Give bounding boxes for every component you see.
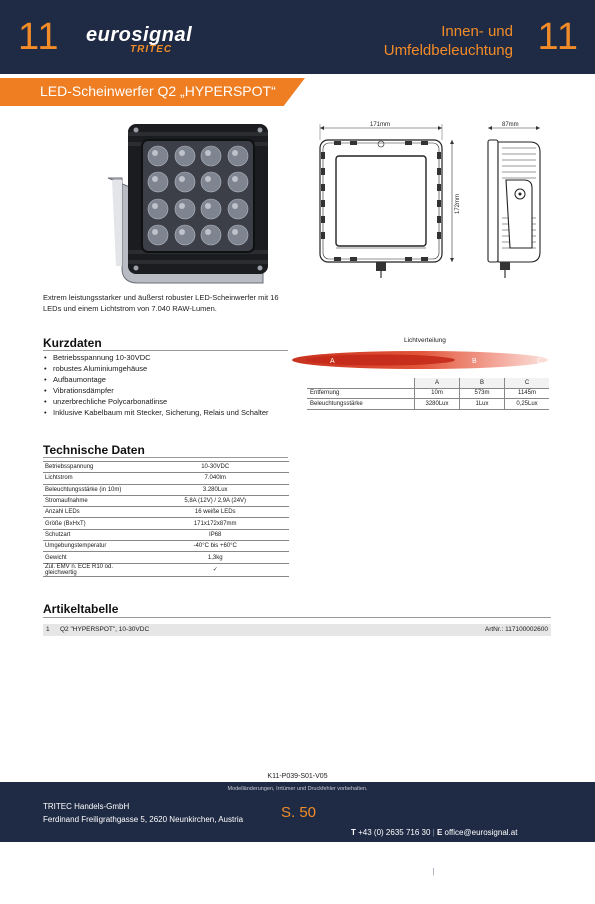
spec-value: 7.040lm [141, 473, 289, 484]
spec-value: IP68 [141, 529, 289, 540]
light-beam-diagram [290, 346, 552, 374]
table-row [43, 484, 289, 495]
product-description: Extrem leistungsstarker und äußerst robuster LED-Scheinwerfer mit 16 LEDs und einem Lichtstrom von 7.040 RAW-Lumen. [43, 293, 279, 313]
company-address [43, 800, 243, 826]
spec-label: Gewicht [43, 552, 141, 563]
spec-label: Zul. EMV n. ECE R10 od. gleichwertig [43, 563, 141, 576]
table-cell: 0,25Lux [505, 399, 550, 410]
side-view-drawing [480, 118, 555, 283]
spec-label: Umgebungstemperatur [43, 541, 141, 552]
table-row [307, 399, 549, 410]
contact-block: T +43 (0) 2635 716 30 | E office@eurosignal.at F +43 (0) 2635 716 31 | W www.eurosignal.at [351, 828, 518, 876]
artikeltabelle-heading: Artikeltabelle [43, 602, 119, 616]
kurzdaten-divider [43, 350, 288, 351]
table-header-cell [307, 378, 415, 388]
spec-value: 10-30VDC [141, 462, 289, 473]
page-number: S. 50 [281, 804, 317, 821]
technische-daten-table [43, 461, 289, 577]
table-cell: Entfernung [307, 388, 415, 399]
table-header-cell: C [505, 378, 550, 388]
technische-daten-heading: Technische Daten [43, 443, 145, 457]
table-cell: 3280Lux [415, 399, 460, 410]
spec-label: Beleuchtungsstärke (in 10m) [43, 484, 141, 495]
spec-label: Stromaufnahme [43, 495, 141, 506]
lichtverteilung-table [307, 378, 549, 410]
list-item: • unzerbrechliche Polycarbonatlinse [43, 396, 291, 407]
chapter-category [384, 22, 513, 60]
table-row [43, 541, 289, 552]
disclaimer: Modelländerungen, Irrtümer und Druckfehler vorbehalten. [227, 786, 368, 792]
tel-number[interactable]: +43 (0) 2635 716 30 [358, 828, 431, 837]
product-title: LED-Scheinwerfer Q2 „HYPERSPOT“ [40, 83, 276, 99]
table-header-cell: B [460, 378, 505, 388]
email-label: E [436, 828, 443, 837]
spec-value: 5,8A (12V) / 2,9A (24V) [141, 495, 289, 506]
tel-label: T [351, 828, 356, 837]
list-item: • robustes Aluminiumgehäuse [43, 363, 291, 374]
table-header-cell: A [415, 378, 460, 388]
fax-number: +43 (0) 2635 716 31 [358, 867, 431, 876]
spec-label: Lichtstrom [43, 473, 141, 484]
table-cell: 1145m [505, 388, 550, 399]
chapter-category-line1: Innen- und [441, 23, 513, 40]
table-cell: Beleuchtungsstärke [307, 399, 415, 410]
lichtverteilung-title: Lichtverteilung [404, 337, 446, 344]
table-row [307, 388, 549, 399]
spec-value: ✓ [141, 563, 289, 576]
spec-label: Anzahl LEDs [43, 507, 141, 518]
beam-marker-b: B [472, 358, 477, 365]
table-row [43, 462, 289, 473]
table-cell: 573m [460, 388, 505, 399]
beam-marker-c: C [537, 358, 543, 365]
email-link[interactable]: office@eurosignal.at [444, 828, 518, 837]
web-link[interactable]: www.eurosignal.at [446, 867, 512, 876]
chapter-category-line2: Umfeldbeleuchtung [383, 42, 513, 59]
spec-value: 171x172x87mm [141, 518, 289, 529]
list-item: • Inklusive Kabelbaum mit Stecker, Sicherung, Relais und Schalter [43, 407, 291, 418]
front-height-label: 172mm [455, 193, 461, 214]
spec-value: 16 weiße LEDs [141, 507, 289, 518]
technische-daten-divider [43, 457, 288, 458]
side-depth-label: 87mm [502, 122, 519, 128]
front-view-drawing [310, 118, 462, 283]
brand-logo: eurosignal [86, 24, 193, 46]
table-row [43, 518, 289, 529]
page-footer [0, 782, 595, 876]
table-row [43, 529, 289, 540]
table-cell: 1Lux [460, 399, 505, 410]
chapter-number-left: 11 [18, 16, 60, 58]
chapter-number-right: 11 [537, 16, 579, 58]
table-cell: 10m [415, 388, 460, 399]
table-row [307, 378, 549, 388]
kurzdaten-list [43, 352, 291, 418]
beam-marker-a: A [330, 358, 335, 365]
spec-label: Betriebsspannung [43, 462, 141, 473]
list-item: • Aufbaumontage [43, 374, 291, 385]
table-row [43, 552, 289, 563]
table-row [43, 507, 289, 518]
article-position: 1 [46, 626, 50, 633]
spec-label: Schutzart [43, 529, 141, 540]
front-width-label: 171mm [370, 122, 391, 128]
brand-logo-sub: TRITEC [130, 44, 173, 55]
kurzdaten-heading: Kurzdaten [43, 336, 102, 350]
article-number: ArtNr.: 117100002600 [484, 626, 548, 633]
spec-value: 1,3kg [141, 552, 289, 563]
spec-value: 3.280Lux [141, 484, 289, 495]
table-row[interactable] [43, 624, 551, 636]
table-row [43, 495, 289, 506]
spec-value: -40°C bis +60°C [141, 541, 289, 552]
document-code: K11-P039-S01-V05 [267, 773, 328, 780]
table-row [43, 563, 289, 576]
fax-label: F [351, 867, 356, 876]
product-image [98, 118, 288, 288]
article-name: Q2 "HYPERSPOT", 10-30VDC [60, 626, 150, 633]
street-address: Ferdinand Freiligrathgasse 5, 2620 Neunkirchen, Austria [43, 815, 244, 824]
company-name: TRITEC Handels-GmbH [43, 802, 130, 811]
table-row [43, 473, 289, 484]
web-label: W [436, 867, 445, 876]
spec-label: Größe (BxHxT) [43, 518, 141, 529]
artikeltabelle-divider [43, 617, 551, 618]
page-header [0, 0, 595, 74]
list-item: • Betriebsspannung 10-30VDC [43, 352, 291, 363]
list-item: • Vibrationsdämpfer [43, 385, 291, 396]
